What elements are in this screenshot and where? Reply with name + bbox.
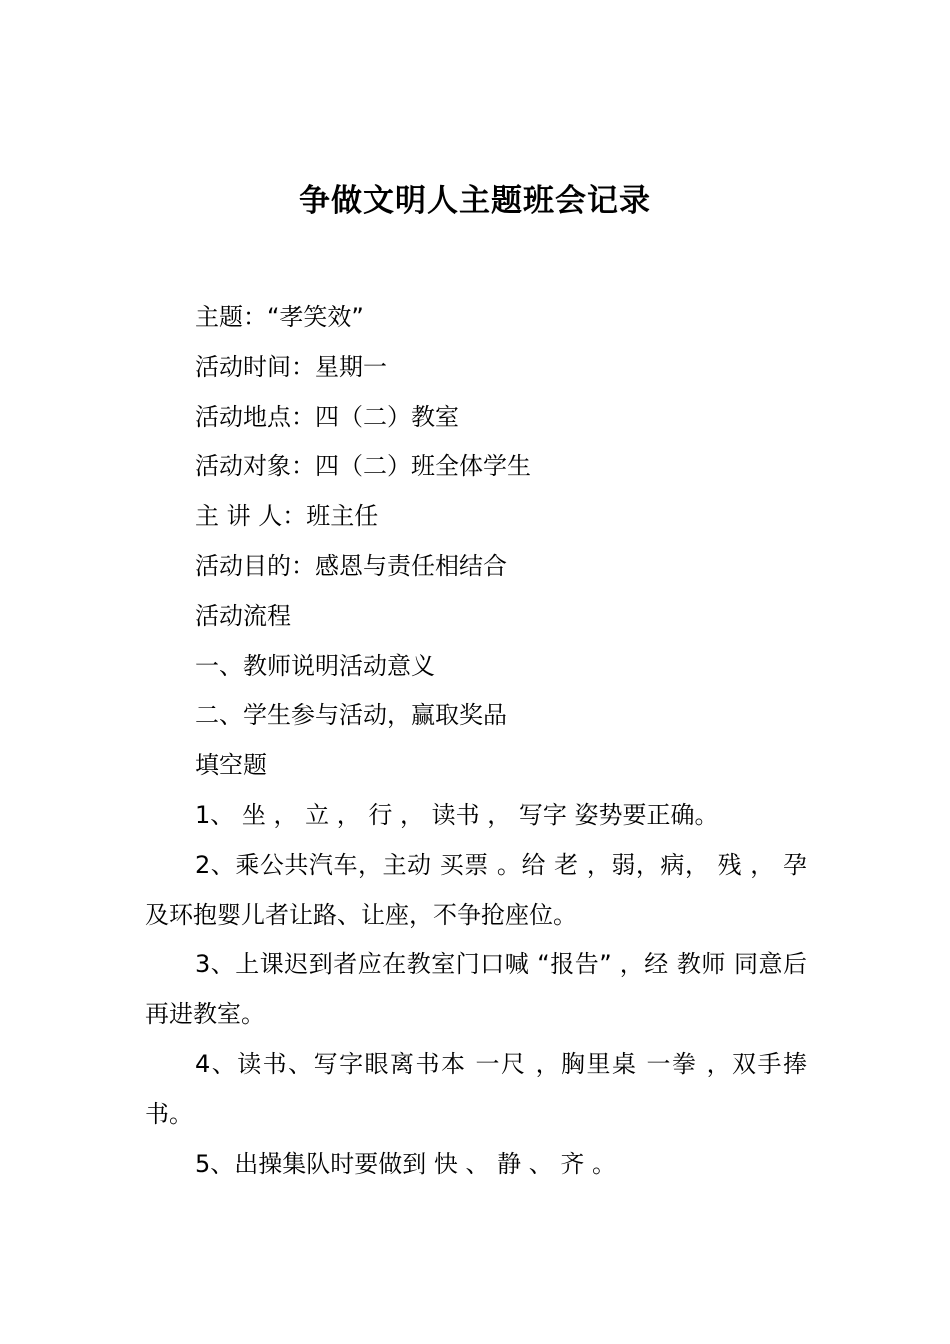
process-heading: 活动流程 [195,601,291,630]
purpose-line: 活动目的：感恩与责任相结合 [195,551,507,580]
audience-line: 活动对象：四（二）班全体学生 [195,452,531,481]
theme-line: 主题：“孝笑效” [195,303,364,331]
question-3: 3、上课迟到者应在教室门口喊 “报告” ，经 教师 同意后再进教室。 [145,950,807,1029]
document-body [145,293,807,1189]
question-5: 5、出操集队时要做到 快 、 静 、 齐 。 [195,1149,617,1178]
fill-blank-heading: 填空题 [195,751,267,780]
question-2: 2、乘公共汽车，主动 买票 。给 老 ，弱，病， 残 ， 孕 及环抱婴儿者让路、让座，不争抢座位。 [145,850,807,929]
process-step-2: 二、学生参与活动，赢取奖品 [195,701,507,730]
place-line: 活动地点：四（二）教室 [195,402,459,431]
process-step-1: 一、教师说明活动意义 [195,651,435,680]
question-1: 1、 坐 ， 立 ， 行 ， 读书 ， 写字 姿势要正确。 [195,800,719,829]
speaker-line: 主 讲 人：班主任 [195,502,379,531]
question-4: 4、读书、写字眼离书本 一尺 ，胸里桌 一拳 ，双手捧书。 [145,1049,807,1128]
document-title: 争做文明人主题班会记录 [299,182,651,219]
time-line: 活动时间：星期一 [195,352,387,381]
